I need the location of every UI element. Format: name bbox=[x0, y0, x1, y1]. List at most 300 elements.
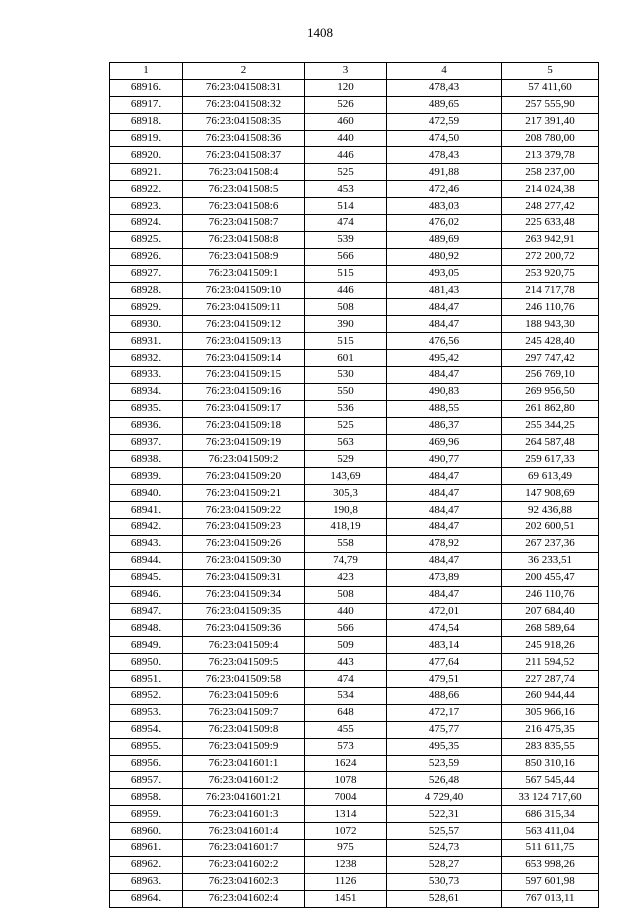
cadastral-value-cell: 188 943,30 bbox=[502, 316, 599, 333]
row-number-cell: 68962. bbox=[110, 856, 183, 873]
area-cell: 525 bbox=[305, 164, 387, 181]
table-row bbox=[110, 823, 599, 840]
row-number-cell: 68948. bbox=[110, 620, 183, 637]
area-cell: 446 bbox=[305, 282, 387, 299]
area-cell: 423 bbox=[305, 569, 387, 586]
cadastral-number-cell: 76:23:041601:7 bbox=[183, 839, 305, 856]
cadastral-number-cell: 76:23:041508:32 bbox=[183, 96, 305, 113]
area-cell: 566 bbox=[305, 620, 387, 637]
cadastral-number-cell: 76:23:041509:19 bbox=[183, 434, 305, 451]
cadastral-number-cell: 76:23:041509:16 bbox=[183, 383, 305, 400]
cadastral-number-cell: 76:23:041509:7 bbox=[183, 704, 305, 721]
specific-value-cell: 525,57 bbox=[387, 823, 502, 840]
area-cell: 1451 bbox=[305, 890, 387, 907]
row-number-cell: 68926. bbox=[110, 248, 183, 265]
specific-value-cell: 490,77 bbox=[387, 451, 502, 468]
table-row bbox=[110, 130, 599, 147]
table-row bbox=[110, 890, 599, 907]
cadastral-value-cell: 511 611,75 bbox=[502, 839, 599, 856]
cadastral-number-cell: 76:23:041509:9 bbox=[183, 738, 305, 755]
row-number-cell: 68928. bbox=[110, 282, 183, 299]
specific-value-cell: 476,56 bbox=[387, 333, 502, 350]
area-cell: 390 bbox=[305, 316, 387, 333]
specific-value-cell: 472,46 bbox=[387, 181, 502, 198]
specific-value-cell: 526,48 bbox=[387, 772, 502, 789]
cadastral-number-cell: 76:23:041509:11 bbox=[183, 299, 305, 316]
area-cell: 550 bbox=[305, 383, 387, 400]
table-row bbox=[110, 248, 599, 265]
row-number-cell: 68959. bbox=[110, 806, 183, 823]
cadastral-value-cell: 257 555,90 bbox=[502, 96, 599, 113]
cadastral-value-cell: 850 310,16 bbox=[502, 755, 599, 772]
cadastral-value-cell: 269 956,50 bbox=[502, 383, 599, 400]
specific-value-cell: 484,47 bbox=[387, 552, 502, 569]
area-cell: 566 bbox=[305, 248, 387, 265]
row-number-cell: 68924. bbox=[110, 215, 183, 232]
cadastral-number-cell: 76:23:041508:7 bbox=[183, 215, 305, 232]
area-cell: 539 bbox=[305, 231, 387, 248]
cadastral-value-cell: 261 862,80 bbox=[502, 400, 599, 417]
area-cell: 1078 bbox=[305, 772, 387, 789]
table-row bbox=[110, 215, 599, 232]
cadastral-number-cell: 76:23:041508:31 bbox=[183, 79, 305, 96]
row-number-cell: 68921. bbox=[110, 164, 183, 181]
table-row bbox=[110, 468, 599, 485]
table-row bbox=[110, 231, 599, 248]
cadastral-value-cell: 258 237,00 bbox=[502, 164, 599, 181]
cadastral-value-cell: 248 277,42 bbox=[502, 198, 599, 215]
cadastral-value-cell: 147 908,69 bbox=[502, 485, 599, 502]
table-row bbox=[110, 738, 599, 755]
specific-value-cell: 473,89 bbox=[387, 569, 502, 586]
cadastral-number-cell: 76:23:041509:4 bbox=[183, 637, 305, 654]
specific-value-cell: 483,03 bbox=[387, 198, 502, 215]
cadastral-value-cell: 268 589,64 bbox=[502, 620, 599, 637]
specific-value-cell: 478,92 bbox=[387, 535, 502, 552]
cadastral-number-cell: 76:23:041508:4 bbox=[183, 164, 305, 181]
area-cell: 440 bbox=[305, 130, 387, 147]
cadastral-number-cell: 76:23:041508:5 bbox=[183, 181, 305, 198]
cadastral-value-cell: 259 617,33 bbox=[502, 451, 599, 468]
row-number-cell: 68963. bbox=[110, 873, 183, 890]
row-number-cell: 68947. bbox=[110, 603, 183, 620]
cadastral-value-cell: 200 455,47 bbox=[502, 569, 599, 586]
table-row bbox=[110, 299, 599, 316]
specific-value-cell: 484,47 bbox=[387, 502, 502, 519]
row-number-cell: 68930. bbox=[110, 316, 183, 333]
row-number-cell: 68942. bbox=[110, 519, 183, 536]
cadastral-number-cell: 76:23:041509:26 bbox=[183, 535, 305, 552]
row-number-cell: 68922. bbox=[110, 181, 183, 198]
cadastral-value-cell: 202 600,51 bbox=[502, 519, 599, 536]
row-number-cell: 68964. bbox=[110, 890, 183, 907]
table-row bbox=[110, 367, 599, 384]
specific-value-cell: 476,02 bbox=[387, 215, 502, 232]
row-number-cell: 68938. bbox=[110, 451, 183, 468]
cadastral-number-cell: 76:23:041509:6 bbox=[183, 687, 305, 704]
row-number-cell: 68917. bbox=[110, 96, 183, 113]
cadastral-number-cell: 76:23:041601:21 bbox=[183, 789, 305, 806]
area-cell: 558 bbox=[305, 535, 387, 552]
table-row bbox=[110, 856, 599, 873]
specific-value-cell: 495,35 bbox=[387, 738, 502, 755]
table-row bbox=[110, 519, 599, 536]
header-col-2: 2 bbox=[183, 63, 305, 80]
cadastral-value-cell: 207 684,40 bbox=[502, 603, 599, 620]
cadastral-value-cell: 92 436,88 bbox=[502, 502, 599, 519]
table-row bbox=[110, 755, 599, 772]
cadastral-value-cell: 283 835,55 bbox=[502, 738, 599, 755]
cadastral-value-cell: 216 475,35 bbox=[502, 721, 599, 738]
area-cell: 455 bbox=[305, 721, 387, 738]
area-cell: 453 bbox=[305, 181, 387, 198]
cadastral-number-cell: 76:23:041509:13 bbox=[183, 333, 305, 350]
cadastral-value-cell: 686 315,34 bbox=[502, 806, 599, 823]
area-cell: 514 bbox=[305, 198, 387, 215]
row-number-cell: 68936. bbox=[110, 417, 183, 434]
specific-value-cell: 524,73 bbox=[387, 839, 502, 856]
row-number-cell: 68958. bbox=[110, 789, 183, 806]
cadastral-value-cell: 260 944,44 bbox=[502, 687, 599, 704]
area-cell: 143,69 bbox=[305, 468, 387, 485]
row-number-cell: 68953. bbox=[110, 704, 183, 721]
specific-value-cell: 474,50 bbox=[387, 130, 502, 147]
cadastral-value-cell: 264 587,48 bbox=[502, 434, 599, 451]
specific-value-cell: 477,64 bbox=[387, 654, 502, 671]
row-number-cell: 68955. bbox=[110, 738, 183, 755]
cadastral-number-cell: 76:23:041509:2 bbox=[183, 451, 305, 468]
specific-value-cell: 491,88 bbox=[387, 164, 502, 181]
area-cell: 536 bbox=[305, 400, 387, 417]
specific-value-cell: 489,69 bbox=[387, 231, 502, 248]
specific-value-cell: 490,83 bbox=[387, 383, 502, 400]
table-row bbox=[110, 789, 599, 806]
page-number: 1408 bbox=[307, 25, 333, 40]
cadastral-number-cell: 76:23:041509:22 bbox=[183, 502, 305, 519]
specific-value-cell: 488,55 bbox=[387, 400, 502, 417]
cadastral-value-cell: 563 411,04 bbox=[502, 823, 599, 840]
table-row bbox=[110, 552, 599, 569]
row-number-cell: 68934. bbox=[110, 383, 183, 400]
cadastral-value-cell: 213 379,78 bbox=[502, 147, 599, 164]
cadastral-number-cell: 76:23:041602:4 bbox=[183, 890, 305, 907]
cadastral-number-cell: 76:23:041508:36 bbox=[183, 130, 305, 147]
table-row bbox=[110, 806, 599, 823]
cadastral-value-cell: 57 411,60 bbox=[502, 79, 599, 96]
specific-value-cell: 484,47 bbox=[387, 299, 502, 316]
cadastral-number-cell: 76:23:041508:37 bbox=[183, 147, 305, 164]
area-cell: 508 bbox=[305, 299, 387, 316]
area-cell: 508 bbox=[305, 586, 387, 603]
table-row bbox=[110, 535, 599, 552]
cadastral-value-cell: 245 918,26 bbox=[502, 637, 599, 654]
table-row bbox=[110, 164, 599, 181]
cadastral-value-cell: 597 601,98 bbox=[502, 873, 599, 890]
cadastral-number-cell: 76:23:041509:18 bbox=[183, 417, 305, 434]
row-number-cell: 68932. bbox=[110, 350, 183, 367]
table-row bbox=[110, 671, 599, 688]
cadastral-number-cell: 76:23:041509:20 bbox=[183, 468, 305, 485]
table-row bbox=[110, 96, 599, 113]
cadastral-number-cell: 76:23:041602:2 bbox=[183, 856, 305, 873]
row-number-cell: 68927. bbox=[110, 265, 183, 282]
cadastral-value-cell: 225 633,48 bbox=[502, 215, 599, 232]
table-row bbox=[110, 79, 599, 96]
cadastral-value-cell: 33 124 717,60 bbox=[502, 789, 599, 806]
specific-value-cell: 489,65 bbox=[387, 96, 502, 113]
cadastral-value-cell: 305 966,16 bbox=[502, 704, 599, 721]
table-row bbox=[110, 282, 599, 299]
cadastral-value-cell: 297 747,42 bbox=[502, 350, 599, 367]
row-number-cell: 68918. bbox=[110, 113, 183, 130]
row-number-cell: 68920. bbox=[110, 147, 183, 164]
area-cell: 443 bbox=[305, 654, 387, 671]
area-cell: 1314 bbox=[305, 806, 387, 823]
cadastral-number-cell: 76:23:041509:8 bbox=[183, 721, 305, 738]
area-cell: 474 bbox=[305, 215, 387, 232]
cadastral-value-cell: 246 110,76 bbox=[502, 586, 599, 603]
specific-value-cell: 472,59 bbox=[387, 113, 502, 130]
specific-value-cell: 523,59 bbox=[387, 755, 502, 772]
cadastral-value-cell: 653 998,26 bbox=[502, 856, 599, 873]
cadastral-number-cell: 76:23:041509:58 bbox=[183, 671, 305, 688]
area-cell: 1624 bbox=[305, 755, 387, 772]
cadastral-value-cell: 767 013,11 bbox=[502, 890, 599, 907]
row-number-cell: 68937. bbox=[110, 434, 183, 451]
specific-value-cell: 480,92 bbox=[387, 248, 502, 265]
specific-value-cell: 528,27 bbox=[387, 856, 502, 873]
specific-value-cell: 484,47 bbox=[387, 468, 502, 485]
cadastral-value-cell: 214 717,78 bbox=[502, 282, 599, 299]
row-number-cell: 68935. bbox=[110, 400, 183, 417]
row-number-cell: 68954. bbox=[110, 721, 183, 738]
row-number-cell: 68941. bbox=[110, 502, 183, 519]
area-cell: 526 bbox=[305, 96, 387, 113]
table-row bbox=[110, 350, 599, 367]
specific-value-cell: 478,43 bbox=[387, 147, 502, 164]
area-cell: 446 bbox=[305, 147, 387, 164]
table-row bbox=[110, 400, 599, 417]
area-cell: 515 bbox=[305, 333, 387, 350]
cadastral-value-cell: 256 769,10 bbox=[502, 367, 599, 384]
area-cell: 120 bbox=[305, 79, 387, 96]
specific-value-cell: 484,47 bbox=[387, 519, 502, 536]
cadastral-value-cell: 69 613,49 bbox=[502, 468, 599, 485]
table-row bbox=[110, 417, 599, 434]
cadastral-value-cell: 217 391,40 bbox=[502, 113, 599, 130]
table-row bbox=[110, 687, 599, 704]
table-row bbox=[110, 316, 599, 333]
area-cell: 474 bbox=[305, 671, 387, 688]
row-number-cell: 68916. bbox=[110, 79, 183, 96]
row-number-cell: 68931. bbox=[110, 333, 183, 350]
cadastral-value-cell: 214 024,38 bbox=[502, 181, 599, 198]
cadastral-value-cell: 272 200,72 bbox=[502, 248, 599, 265]
table-row bbox=[110, 654, 599, 671]
table-row bbox=[110, 873, 599, 890]
table-row bbox=[110, 772, 599, 789]
cadastral-number-cell: 76:23:041509:15 bbox=[183, 367, 305, 384]
area-cell: 509 bbox=[305, 637, 387, 654]
cadastral-value-cell: 246 110,76 bbox=[502, 299, 599, 316]
header-col-5: 5 bbox=[502, 63, 599, 80]
cadastral-number-cell: 76:23:041509:36 bbox=[183, 620, 305, 637]
cadastral-value-cell: 245 428,40 bbox=[502, 333, 599, 350]
area-cell: 529 bbox=[305, 451, 387, 468]
row-number-cell: 68933. bbox=[110, 367, 183, 384]
cadastral-value-cell: 267 237,36 bbox=[502, 535, 599, 552]
table-row bbox=[110, 451, 599, 468]
specific-value-cell: 479,51 bbox=[387, 671, 502, 688]
row-number-cell: 68923. bbox=[110, 198, 183, 215]
row-number-cell: 68960. bbox=[110, 823, 183, 840]
area-cell: 573 bbox=[305, 738, 387, 755]
row-number-cell: 68929. bbox=[110, 299, 183, 316]
table-row bbox=[110, 502, 599, 519]
specific-value-cell: 484,47 bbox=[387, 316, 502, 333]
row-number-cell: 68943. bbox=[110, 535, 183, 552]
specific-value-cell: 483,14 bbox=[387, 637, 502, 654]
table-row bbox=[110, 198, 599, 215]
row-number-cell: 68925. bbox=[110, 231, 183, 248]
row-number-cell: 68946. bbox=[110, 586, 183, 603]
area-cell: 525 bbox=[305, 417, 387, 434]
specific-value-cell: 474,54 bbox=[387, 620, 502, 637]
row-number-cell: 68952. bbox=[110, 687, 183, 704]
area-cell: 601 bbox=[305, 350, 387, 367]
header-col-1: 1 bbox=[110, 63, 183, 80]
header-col-4: 4 bbox=[387, 63, 502, 80]
cadastral-value-cell: 211 594,52 bbox=[502, 654, 599, 671]
area-cell: 534 bbox=[305, 687, 387, 704]
cadastral-value-cell: 567 545,44 bbox=[502, 772, 599, 789]
area-cell: 515 bbox=[305, 265, 387, 282]
cadastral-number-cell: 76:23:041601:4 bbox=[183, 823, 305, 840]
specific-value-cell: 486,37 bbox=[387, 417, 502, 434]
area-cell: 418,19 bbox=[305, 519, 387, 536]
cadastral-number-cell: 76:23:041509:5 bbox=[183, 654, 305, 671]
cadastral-number-cell: 76:23:041508:35 bbox=[183, 113, 305, 130]
row-number-cell: 68951. bbox=[110, 671, 183, 688]
table-row bbox=[110, 434, 599, 451]
table-row bbox=[110, 569, 599, 586]
row-number-cell: 68961. bbox=[110, 839, 183, 856]
specific-value-cell: 488,66 bbox=[387, 687, 502, 704]
specific-value-cell: 530,73 bbox=[387, 873, 502, 890]
cadastral-value-cell: 208 780,00 bbox=[502, 130, 599, 147]
specific-value-cell: 478,43 bbox=[387, 79, 502, 96]
cadastral-number-cell: 76:23:041508:6 bbox=[183, 198, 305, 215]
specific-value-cell: 495,42 bbox=[387, 350, 502, 367]
cadastral-number-cell: 76:23:041601:1 bbox=[183, 755, 305, 772]
table-body bbox=[110, 79, 599, 907]
table-row bbox=[110, 383, 599, 400]
specific-value-cell: 484,47 bbox=[387, 485, 502, 502]
row-number-cell: 68956. bbox=[110, 755, 183, 772]
table-row bbox=[110, 485, 599, 502]
area-cell: 563 bbox=[305, 434, 387, 451]
row-number-cell: 68950. bbox=[110, 654, 183, 671]
cadastral-number-cell: 76:23:041509:17 bbox=[183, 400, 305, 417]
area-cell: 305,3 bbox=[305, 485, 387, 502]
table-row bbox=[110, 603, 599, 620]
area-cell: 1238 bbox=[305, 856, 387, 873]
specific-value-cell: 484,47 bbox=[387, 367, 502, 384]
area-cell: 1126 bbox=[305, 873, 387, 890]
cadastral-number-cell: 76:23:041509:21 bbox=[183, 485, 305, 502]
cadastral-number-cell: 76:23:041509:14 bbox=[183, 350, 305, 367]
cadastral-value-cell: 253 920,75 bbox=[502, 265, 599, 282]
cadastral-number-cell: 76:23:041509:35 bbox=[183, 603, 305, 620]
cadastral-number-cell: 76:23:041509:34 bbox=[183, 586, 305, 603]
area-cell: 74,79 bbox=[305, 552, 387, 569]
cadastral-value-cell: 255 344,25 bbox=[502, 417, 599, 434]
cadastral-value-cell: 263 942,91 bbox=[502, 231, 599, 248]
cadastral-number-cell: 76:23:041601:3 bbox=[183, 806, 305, 823]
table-row bbox=[110, 181, 599, 198]
table-row bbox=[110, 113, 599, 130]
cadastral-number-cell: 76:23:041509:12 bbox=[183, 316, 305, 333]
cadastral-number-cell: 76:23:041509:10 bbox=[183, 282, 305, 299]
cadastral-number-cell: 76:23:041509:23 bbox=[183, 519, 305, 536]
specific-value-cell: 469,96 bbox=[387, 434, 502, 451]
cadastral-number-cell: 76:23:041508:8 bbox=[183, 231, 305, 248]
specific-value-cell: 528,61 bbox=[387, 890, 502, 907]
table-row bbox=[110, 839, 599, 856]
cadastral-number-cell: 76:23:041601:2 bbox=[183, 772, 305, 789]
table-header-row bbox=[110, 63, 599, 80]
cadastral-value-cell: 36 233,51 bbox=[502, 552, 599, 569]
cadastral-value-cell: 227 287,74 bbox=[502, 671, 599, 688]
area-cell: 7004 bbox=[305, 789, 387, 806]
table-row bbox=[110, 265, 599, 282]
cadastral-number-cell: 76:23:041509:1 bbox=[183, 265, 305, 282]
row-number-cell: 68949. bbox=[110, 637, 183, 654]
cadastral-number-cell: 76:23:041508:9 bbox=[183, 248, 305, 265]
area-cell: 530 bbox=[305, 367, 387, 384]
cadastral-number-cell: 76:23:041509:31 bbox=[183, 569, 305, 586]
area-cell: 440 bbox=[305, 603, 387, 620]
row-number-cell: 68957. bbox=[110, 772, 183, 789]
table-row bbox=[110, 620, 599, 637]
row-number-cell: 68940. bbox=[110, 485, 183, 502]
header-col-3: 3 bbox=[305, 63, 387, 80]
table-row bbox=[110, 586, 599, 603]
cadastral-number-cell: 76:23:041509:30 bbox=[183, 552, 305, 569]
row-number-cell: 68944. bbox=[110, 552, 183, 569]
table-row bbox=[110, 147, 599, 164]
specific-value-cell: 4 729,40 bbox=[387, 789, 502, 806]
cadastral-value-table bbox=[109, 62, 599, 908]
area-cell: 1072 bbox=[305, 823, 387, 840]
area-cell: 975 bbox=[305, 839, 387, 856]
row-number-cell: 68945. bbox=[110, 569, 183, 586]
specific-value-cell: 475,77 bbox=[387, 721, 502, 738]
area-cell: 460 bbox=[305, 113, 387, 130]
row-number-cell: 68919. bbox=[110, 130, 183, 147]
specific-value-cell: 522,31 bbox=[387, 806, 502, 823]
specific-value-cell: 493,05 bbox=[387, 265, 502, 282]
table-row bbox=[110, 637, 599, 654]
table-row bbox=[110, 704, 599, 721]
area-cell: 190,8 bbox=[305, 502, 387, 519]
specific-value-cell: 472,17 bbox=[387, 704, 502, 721]
row-number-cell: 68939. bbox=[110, 468, 183, 485]
specific-value-cell: 481,43 bbox=[387, 282, 502, 299]
specific-value-cell: 484,47 bbox=[387, 586, 502, 603]
table-row bbox=[110, 721, 599, 738]
table-row bbox=[110, 333, 599, 350]
